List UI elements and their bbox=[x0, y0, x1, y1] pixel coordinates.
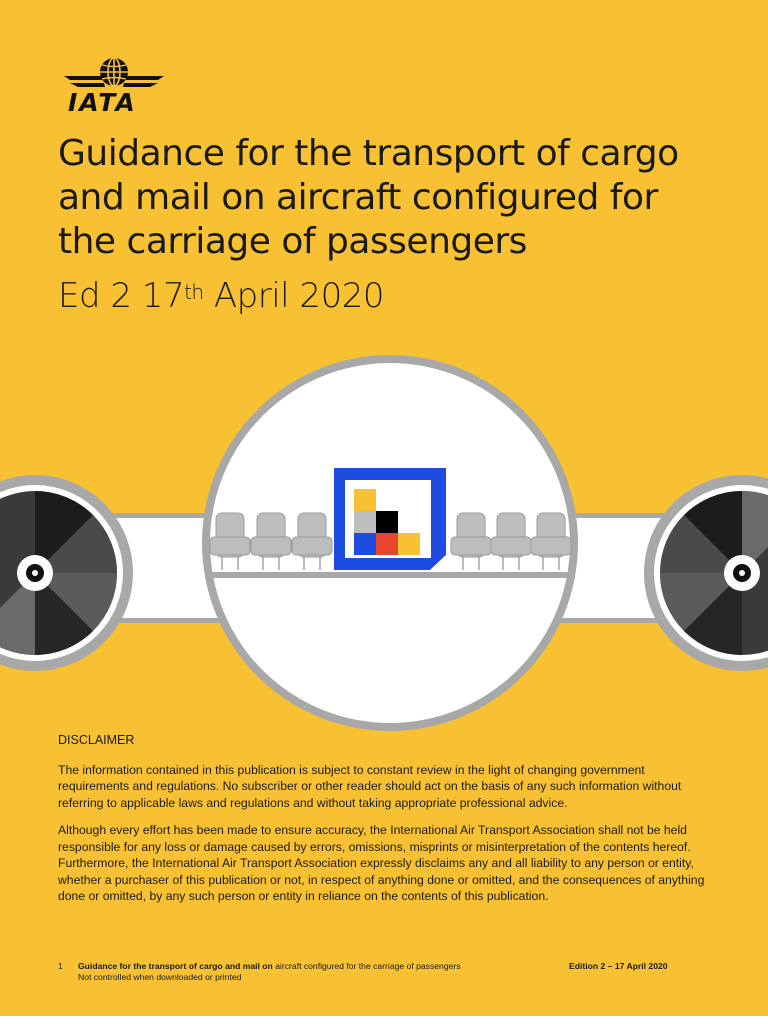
disclaimer-heading: DISCLAIMER bbox=[58, 733, 135, 747]
iata-logo-text: IATA bbox=[68, 88, 137, 117]
edition-suffix: April 2020 bbox=[203, 276, 384, 316]
title-line: the carriage of passengers bbox=[58, 221, 527, 262]
engine-fan-icon bbox=[644, 475, 768, 671]
bottom-border bbox=[0, 1016, 768, 1024]
footer-title-bold: Guidance for the transport of cargo and mail on bbox=[78, 961, 273, 971]
title-line: and mail on aircraft configured for bbox=[58, 177, 658, 218]
footer-note: Not controlled when downloaded or printed bbox=[78, 972, 242, 982]
cargo-box-icon bbox=[334, 468, 446, 570]
disclaimer-paragraph: The information contained in this publication is subject to constant review in the light of changing government requirements and regulations. No subscriber or other reader should act on the basis of any such information without referring to applicable laws and regulations and without taking appropriate professional advice. bbox=[58, 762, 682, 810]
title-line: Guidance for the transport of cargo bbox=[58, 133, 679, 174]
edition-ordinal: th bbox=[184, 280, 204, 304]
engine-fan-icon bbox=[0, 475, 133, 671]
aircraft-cabin-illustration bbox=[0, 355, 768, 735]
footer-title bbox=[78, 961, 461, 972]
footer-edition: Edition 2 – 17 April 2020 bbox=[569, 961, 668, 971]
document-title bbox=[58, 132, 738, 264]
page-number: 1 bbox=[58, 961, 63, 971]
edition-date bbox=[58, 274, 384, 318]
disclaimer-section bbox=[58, 732, 718, 916]
disclaimer-paragraph: Although every effort has been made to ensure accuracy, the International Air Transport Association shall not be held responsible for any loss or damage caused by errors, omissions, misprints or misinterpretation of the contents hereof. Furthermore, the International Air Transport Association expressly disclaims any and all liability to any person or entity, whether a purchaser of this publication or not, in respect of anything done or omitted, and the consequences of anything done or omitted, by any such person or entity in reliance on the contents of this publication. bbox=[58, 823, 705, 903]
edition-prefix: Ed 2 17 bbox=[58, 276, 185, 316]
footer-title-rest: aircraft configured for the carriage of passengers bbox=[272, 961, 461, 971]
cabin-floor bbox=[205, 572, 575, 578]
